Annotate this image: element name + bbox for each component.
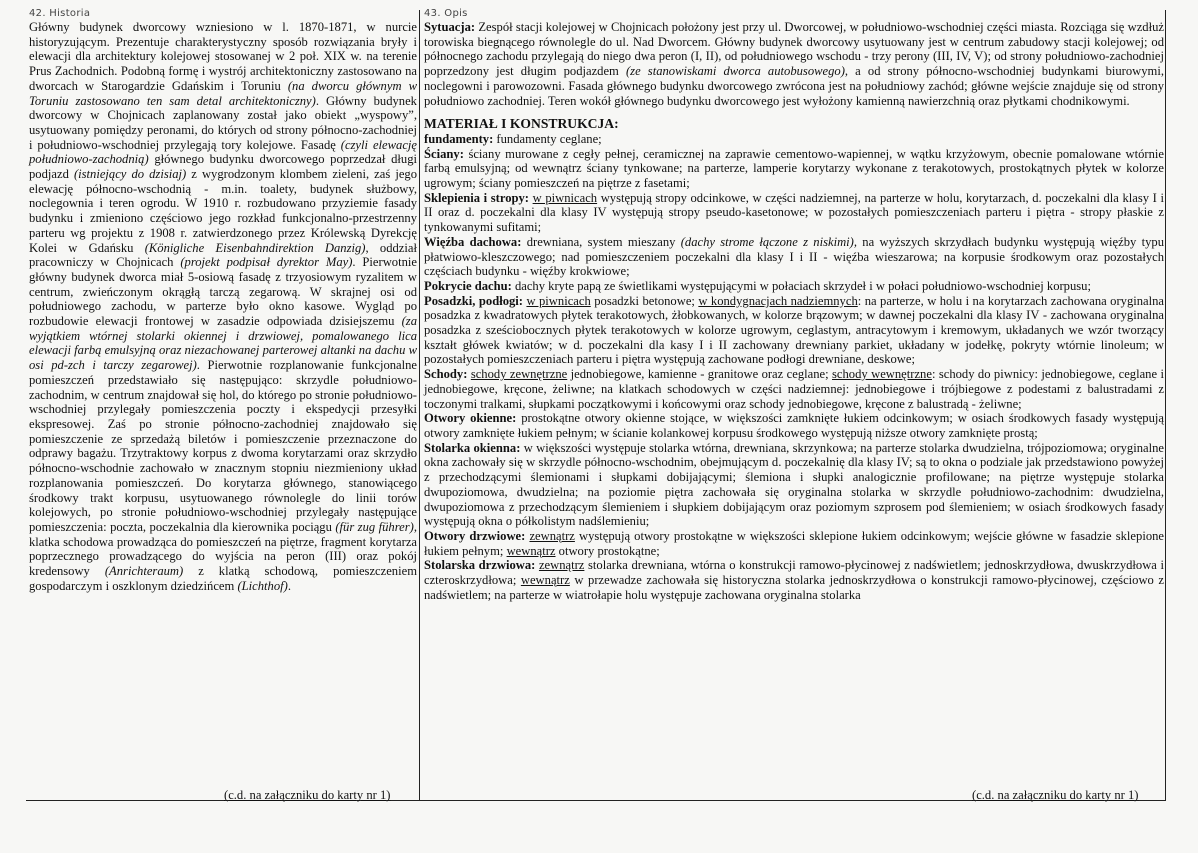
history-section-header: 42. Historia bbox=[29, 8, 91, 19]
posadzki-entry bbox=[424, 294, 1164, 368]
history-italic-note: (Anrichteraum) bbox=[104, 564, 184, 579]
sytuacja-paragraph bbox=[424, 20, 1164, 108]
history-text: . Pierwotnie główny budynek dworca miał 5-osiową fasadę z trzyosiowym ryzalitem w centrum, zwieńczonym okrągłą tarczą zegarową. W skrajnej osi od południowego zachodu, w parterze było okno kasowe. Wygląd po rozbudowie elewacji frontowej w zasadzie odpowiada dzisiejszemu bbox=[29, 255, 417, 329]
stolarka-drzwiowa-entry bbox=[424, 558, 1164, 602]
sytuacja-text: Zespół stacji kolejowej w Chojnicach położony jest przy ul. Dworcowej, w południowo-wschodniej części miasta. Rozciąga się wzdłuż torowiska biegnącego równolegle do ul. Nad Dworcem. Główny budynek dworcowy usytuowany jest w centrum zabudowy stacji kolejowej; od północnego zachodu przylegają do niego dwa peron (I, II), od południowego wschodu - trzy perony (III, IV, V); od strony południowo-zachodniej poprzedzony jest długim podjazdem bbox=[424, 20, 1164, 79]
posadzki-text: posadzki betonowe; bbox=[590, 293, 699, 308]
wiezba-text: na wyższych skrzydłach budynku występują więźby typu płatwiowo-kleszczowego; nad pomieszczeniem poczekalni dla klasy I i II - więźba wieszarowa; na korpusie środkowym oraz pozostałych częściach budynku - więźby krokwiowe; bbox=[424, 234, 1165, 279]
wiezba-entry bbox=[424, 235, 1164, 279]
stolarka-drzwiowa-label: Stolarska drzwiowa: bbox=[424, 558, 536, 573]
history-italic-note: (na dworcu głównym w Toruniu zastosowano ten sam detal architektoniczny) bbox=[29, 78, 418, 108]
sklepienia-entry bbox=[424, 191, 1164, 235]
description-section-header: 43. Opis bbox=[424, 8, 468, 19]
history-text: Główny budynek dworcowy wzniesiono w l. 1870-1871, w nurcie historyzującym. Prezentuje charakterystyczny sposób rozwiązania bryły i elewacji dla architektury kolejowej stosowanej w 2 poł. XIX w. na terenie Prus Zachodnich. Podobną formę i wystrój architektoniczny zastosowano na dworcach w Starogardzie Gdańskim i Toruniu bbox=[29, 20, 417, 93]
sytuacja-text: , a od strony północno-wschodniej budynkami biurowymi, noclegowni i parowozowni. Fasada głównego budynku dworcowego zwrócona jest na południowy zachód; główne wejście znajduje się od strony południowo zachodniej. Teren wokół głównego budynku dworcowego jest wyłożony kamienną nawierzchnią oraz płytkami chodnikowymi. bbox=[424, 64, 1164, 108]
history-italic-note: (Lichthof) bbox=[237, 578, 288, 593]
schody-underlined: schody wewnętrzne bbox=[832, 367, 932, 382]
history-italic-note: (Königliche Eisenbahndirektion Danzig) bbox=[144, 240, 366, 255]
otwory-drzwiowe-underlined: wewnątrz bbox=[506, 543, 556, 558]
otwory-okienne-text: prostokątne otwory okienne stojące, w większości zamknięte łukiem odcinkowym; w osiach środkowych fasady występują otwory zamknięte łukiem pełnym; w ścianie kolankowej korpusu środkowego występują niższe otwory zamknięte prostą; bbox=[424, 411, 1164, 440]
stolarka-okienna-text: w większości występuje stolarka wtórna, drewniana, skrzynkowa; na parterze stolarka dwudzielna, trójpoziomowa; oryginalne okna zachowały się w skrzydle północno-wschodnim, obejmującym d. poczekalnię dla klasy IV; są to okna o podziale jak przedstawiono powyżej z przechodzącymi ślemionami i słupkami dobijającymi; ślemiona i słupki analogicznie profilowane; na piętrze występuje stolarka dwupoziomowa, dwudzielna; na poziomie piętra zachowała się oryginalna stolarka w skrzydle południowo-zachodnim: dwudzielna, dwupoziomowa z przechodzącym ślemieniem i słupkiem dobijającym oraz poziomym szprosem pod ślemieniem; w osiach środkowych fasady występują okna o półkolistym nadślemieniu; bbox=[424, 440, 1164, 529]
history-text: . Pierwotnie rozplanowanie funkcjonalne pomieszczeń przedstawiało się następująco: skrzydle południowo-zachodnim, w centrum znajdował się hol, do którego po stronie południowo-wschodniej przylegały pomieszczenia poczty i ekspedycji przesyłki ekspresowej. Zaś po stronie północno-zachodniej znajdowało się pomieszczenie ze sprzedażą biletów i pomieszczenie przeznaczone do odprawy bagażu. Trzytraktowy korpus z dwoma korytarzami oraz skrzydło północno-wschodnie zachowało w znacznym stopniu niezmieniony układ rozplanowania pomieszczeń. Do korytarza głównego, stanowiącego środkowy trakt korpusu, usytuowanego równolegle do linii torów kolejowych, po stronie południowo-wschodniej przylegały następujące pomieszczenia: poczta, poczekalnia dla kierownika pociągu bbox=[29, 358, 418, 534]
stolarka-drzwiowa-text: stolarka drewniana, wtórna o konstrukcji ramowo-płycinowej z nadświetlem; jednoskrzydłowa, dwuskrzydłowa i czteroskrzydłowa; bbox=[424, 558, 1164, 588]
posadzki-text: : na parterze, w holu i na korytarzach zachowana oryginalna posadzka z kwadratowych płytek terakotowych, żłobkowanych, w kolorze brązowym; w dawnej poczekalni dla klasy IV - zachowana oryginalna posadzka z sześciobocznych płytek terakotowych w kolorze ugrowym, ceglastym, antracytowym i kremowym, układanych we wzór tworzący kształt główek kwiatów; w d. poczekalni dla kasy I i II zachowany drewniany parkiet, układany w jodełkę, pokryty wtórnie linoleum; w pozostałych pomieszczeniach parteru i piętra występują zachowane podłogi drewniane, deskowe; bbox=[424, 293, 1165, 367]
history-italic-note: (für zug führer) bbox=[335, 519, 414, 534]
sklepienia-label: Sklepienia i stropy: bbox=[424, 190, 529, 205]
sklepienia-underlined: w piwnicach bbox=[532, 190, 598, 205]
sytuacja-label: Sytuacja: bbox=[424, 20, 476, 34]
otwory-okienne-label: Otwory okienne: bbox=[424, 411, 517, 426]
wiezba-italic-note: (dachy strome łączone z niskimi), bbox=[680, 234, 858, 249]
posadzki-label: Posadzki, podłogi: bbox=[424, 293, 523, 308]
otwory-okienne-entry bbox=[424, 411, 1164, 440]
history-text: , oddział pracowniczy w Chojnicach bbox=[29, 240, 417, 270]
history-paragraph bbox=[29, 20, 417, 593]
schody-text: : schody do piwnicy: jednobiegowe, ceglane i jednobiegowe, kręcone, żeliwne; na klatkach schodowych w części nadziemnej: jednobiegowe i trójbiegowe z podestami z balustradami z toczonymi tralkami, słupkami początkowymi i końcowymi oraz schody jednobiegowe, kręcone z balustradą - żeliwne; bbox=[424, 367, 1164, 411]
sytuacja-italic-note: (ze stanowiskami dworca autobusowego) bbox=[625, 64, 845, 79]
posadzki-underlined: w piwnicach bbox=[526, 293, 591, 308]
schody-text: jednobiegowe, kamienne - granitowe oraz ceglane; bbox=[567, 367, 833, 382]
history-italic-note: (czyli elewację południowo-zachodnią) bbox=[29, 137, 417, 167]
history-text: głównego budynku dworcowego poprzedzał długi podjazd bbox=[29, 152, 417, 182]
otwory-drzwiowe-entry bbox=[424, 529, 1164, 558]
description-column bbox=[424, 8, 1164, 807]
left-continuation-note: (c.d. na załączniku do karty nr 1) bbox=[224, 788, 391, 802]
stolarka-drzwiowa-underlined: wewnątrz bbox=[520, 573, 570, 588]
history-italic-note: (za wyjątkiem wtórnej stolarki okiennej i drzwiowej, pomalowanego lica elewacji farbą emulsyjną oraz niezachowanej parterowej altanki na dachu w osi pd-zch i tarczy zegarowej) bbox=[29, 314, 417, 373]
otwory-drzwiowe-label: Otwory drzwiowe: bbox=[424, 528, 526, 543]
fundamenty-entry bbox=[424, 132, 1164, 147]
history-text: z klatką schodową, pomieszczeniem gospodarczym i oszklonym dziedzińcem bbox=[29, 564, 417, 593]
sciany-entry bbox=[424, 147, 1164, 191]
history-text: . bbox=[287, 578, 291, 593]
stolarka-drzwiowa-underlined: zewnątrz bbox=[538, 558, 585, 573]
fundamenty-text: fundamenty ceglane; bbox=[493, 131, 602, 146]
wiezba-text: drewniana, system mieszany bbox=[521, 234, 681, 249]
history-text: z wygrodzonym klombem zieleni, zaś jego elewację północno-wschodnią - m.in. toalety, budynek służbowy, noclegownia i teren ogrodu. W 1910 r. rozbudowano przyziemie fasady budynku i zmieniono częściowo jego rozkład funkcjonalno-przestrzenny parteru wg projektu z 1908 r. zatwierdzonego przez Królewską Dyrekcję Kolei w Gdańsku bbox=[29, 167, 418, 255]
schody-underlined: schody zewnętrzne bbox=[470, 367, 568, 382]
stolarka-okienna-label: Stolarka okienna: bbox=[424, 440, 521, 455]
fundamenty-label: fundamenty: bbox=[424, 131, 494, 146]
material-title bbox=[424, 117, 1164, 132]
otwory-drzwiowe-text: otwory prostokątne; bbox=[555, 543, 660, 558]
history-column bbox=[29, 8, 417, 807]
pokrycie-text: dachy kryte papą ze świetlikami występującymi w połaciach skrzydeł i w połaci południowo-wschodniej korpusu; bbox=[511, 278, 1091, 293]
sklepienia-text: występują stropy odcinkowe, w części nadziemnej, na parterze w holu, korytarzach, d. poczekalni dla klasy I i II oraz d. poczekalni dla klasy IV występują stropy pseudo-kasetonowe; w pozostałych pomieszczeniach parteru i piętra - stropy płaskie z tynkowanymi sufitami; bbox=[424, 190, 1164, 235]
pokrycie-entry bbox=[424, 279, 1164, 294]
history-italic-note: (projekt podpisał dyrektor May) bbox=[180, 255, 353, 270]
history-text: , klatka schodowa prowadząca do pomieszczeń na piętrze, fragment korytarza poprzecznego prowadzącego do wyjścia na peron (III) oraz pokój kredensowy bbox=[29, 519, 417, 579]
otwory-drzwiowe-underlined: zewnątrz bbox=[529, 528, 575, 543]
wiezba-label: Więźba dachowa: bbox=[424, 234, 522, 249]
otwory-drzwiowe-text: występują otwory prostokątne w większości sklepione łukiem odcinkowym; wejście główne w fasadzie sklepione łukiem pełnym; bbox=[424, 528, 1164, 558]
history-italic-note: (istniejący do dzisiaj) bbox=[73, 167, 187, 182]
schody-entry bbox=[424, 367, 1164, 411]
sciany-label: Ściany: bbox=[424, 146, 464, 161]
sciany-text: ściany murowane z cegły pełnej, ceramicznej na zaprawie cementowo-wapiennej, w wątku krzyżowym, obecnie pomalowane wtórnie farbą emulsyjną; od wewnątrz ściany tynkowane; na parterze, lamperie korytarzy wykonane z terakotowych, prostokątnych płytek w kolorze ugrowym; ściany pomieszczeń na piętrze z fasetami; bbox=[424, 146, 1164, 191]
stolarka-okienna-entry bbox=[424, 441, 1164, 529]
stolarka-drzwiowa-text: w przewadze zachowała się historyczna stolarka jednoskrzydłowa o konstrukcji ramowo-płycinowej, częściowo z nadświetlem; na parterze w wiatrołapie holu występuje zachowana oryginalna stolarka bbox=[424, 573, 1164, 602]
material-title-text: MATERIAŁ I KONSTRUKCJA: bbox=[424, 116, 619, 132]
right-continuation-note: (c.d. na załączniku do karty nr 1) bbox=[972, 788, 1139, 802]
schody-label: Schody: bbox=[424, 367, 468, 382]
pokrycie-label: Pokrycie dachu: bbox=[424, 278, 512, 293]
posadzki-underlined: w kondygnacjach nadziemnych bbox=[698, 293, 858, 308]
history-text: . Główny budynek dworcowy w Chojnicach zaplanowany został jako obiekt „wyspowy”, usytuowany pomiędzy peronami, do których od strony północno-zachodniej i południowo-wschodniej przylegają tory kolejowe. Fasadę bbox=[29, 93, 417, 152]
